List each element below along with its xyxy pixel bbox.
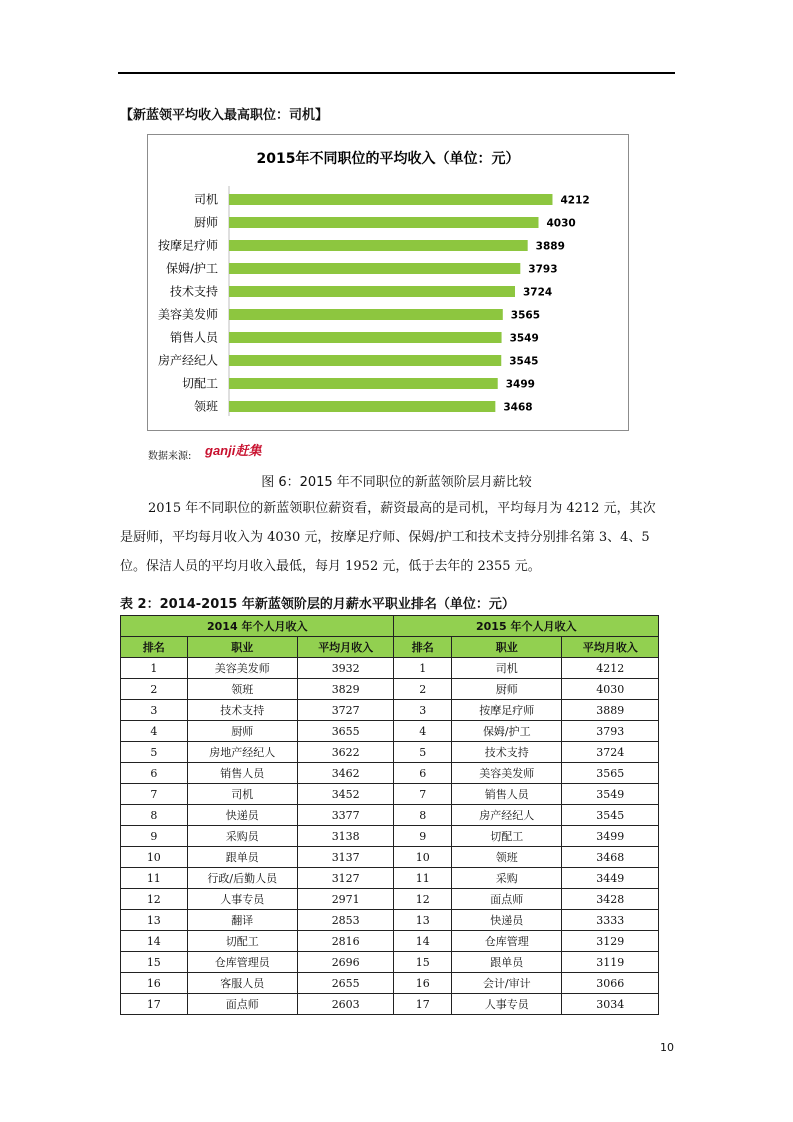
bar xyxy=(229,355,501,366)
table-cell: 14 xyxy=(394,931,452,952)
table-cell: 技术支持 xyxy=(187,700,297,721)
bar-chart-frame xyxy=(147,134,629,431)
table-cell: 2 xyxy=(394,679,452,700)
table-cell: 3462 xyxy=(297,763,394,784)
table-cell: 3727 xyxy=(297,700,394,721)
table-cell: 快递员 xyxy=(452,910,562,931)
table-cell: 3549 xyxy=(562,784,659,805)
table-cell: 房产经纪人 xyxy=(452,805,562,826)
table-cell: 3499 xyxy=(562,826,659,847)
table-cell: 3119 xyxy=(562,952,659,973)
header-rule xyxy=(118,72,675,74)
table-cell: 采购员 xyxy=(187,826,297,847)
table-caption: 表 2：2014-2015 年新蓝领阶层的月薪水平职业排名（单位：元） xyxy=(120,597,515,612)
table-cell: 12 xyxy=(121,889,188,910)
table-cell: 4212 xyxy=(562,658,659,679)
table-cell: 3 xyxy=(394,700,452,721)
table-cell: 3 xyxy=(121,700,188,721)
table-cell: 人事专员 xyxy=(187,889,297,910)
col-header-job: 职业 xyxy=(452,637,562,658)
table-cell: 3377 xyxy=(297,805,394,826)
table-cell: 3127 xyxy=(297,868,394,889)
table-cell: 3622 xyxy=(297,742,394,763)
table-cell: 6 xyxy=(394,763,452,784)
table-cell: 3468 xyxy=(562,847,659,868)
table-cell: 15 xyxy=(121,952,188,973)
table-cell: 面点师 xyxy=(452,889,562,910)
paragraph-line: 2015 年不同职位的新蓝领职位薪资看，薪资最高的是司机，平均每月为 4212 元，其次 xyxy=(148,501,656,516)
col-header-rank: 排名 xyxy=(394,637,452,658)
bar xyxy=(229,240,528,251)
source-label: 数据来源: xyxy=(148,451,192,462)
table-cell: 司机 xyxy=(187,784,297,805)
bar xyxy=(229,263,520,274)
table-cell: 采购 xyxy=(452,868,562,889)
table-cell: 3428 xyxy=(562,889,659,910)
table-cell: 3066 xyxy=(562,973,659,994)
table-cell: 17 xyxy=(121,994,188,1015)
table-cell: 7 xyxy=(394,784,452,805)
table-cell: 司机 xyxy=(452,658,562,679)
table-cell: 美容美发师 xyxy=(187,658,297,679)
table-cell: 厨师 xyxy=(187,721,297,742)
table-cell: 仓库管理员 xyxy=(187,952,297,973)
table-cell: 3129 xyxy=(562,931,659,952)
chart-title: 2015年不同职位的平均收入（单位：元） xyxy=(256,151,520,167)
table-cell: 13 xyxy=(394,910,452,931)
figure-caption: 图 6：2015 年不同职位的新蓝领阶层月薪比较 xyxy=(261,475,532,490)
table-row xyxy=(121,973,659,994)
category-label: 房产经纪人 xyxy=(157,353,218,368)
table-cell: 16 xyxy=(121,973,188,994)
value-label: 3724 xyxy=(523,286,553,299)
table-cell: 3724 xyxy=(562,742,659,763)
table-cell: 9 xyxy=(394,826,452,847)
section-title: 【新蓝领平均收入最高职位：司机】 xyxy=(120,108,329,123)
table-cell: 2853 xyxy=(297,910,394,931)
table-cell: 14 xyxy=(121,931,188,952)
table-row xyxy=(121,847,659,868)
table-cell: 技术支持 xyxy=(452,742,562,763)
table-cell: 3449 xyxy=(562,868,659,889)
value-label: 3545 xyxy=(509,355,539,368)
bar xyxy=(229,332,502,343)
table-cell: 3452 xyxy=(297,784,394,805)
table-row xyxy=(121,826,659,847)
bar xyxy=(229,194,552,205)
bar xyxy=(229,309,503,320)
table-cell: 销售人员 xyxy=(187,763,297,784)
col-header-income: 平均月收入 xyxy=(297,637,394,658)
category-label: 按摩足疗师 xyxy=(157,238,218,253)
value-label: 3793 xyxy=(528,263,558,276)
table-row xyxy=(121,658,659,679)
bar xyxy=(229,401,495,412)
table-row xyxy=(121,679,659,700)
table-row xyxy=(121,805,659,826)
ganji-logo: ganji赶集 xyxy=(205,443,262,458)
table-cell: 3889 xyxy=(562,700,659,721)
table-cell: 2 xyxy=(121,679,188,700)
table-cell: 10 xyxy=(121,847,188,868)
table-cell: 4030 xyxy=(562,679,659,700)
table-cell: 4 xyxy=(121,721,188,742)
bar xyxy=(229,378,498,389)
table-cell: 16 xyxy=(394,973,452,994)
table-cell: 13 xyxy=(121,910,188,931)
table-cell: 10 xyxy=(394,847,452,868)
category-label: 切配工 xyxy=(181,376,218,391)
category-label: 销售人员 xyxy=(169,330,218,345)
table-cell: 3565 xyxy=(562,763,659,784)
table-body xyxy=(121,658,659,1015)
table-cell: 切配工 xyxy=(187,931,297,952)
ranking-table xyxy=(120,615,659,1015)
table-cell: 15 xyxy=(394,952,452,973)
col-header-rank: 排名 xyxy=(121,637,188,658)
paragraph-line: 是厨师，平均每月收入为 4030 元，按摩足疗师、保姆/护工和技术支持分别排名第 3、4、5 xyxy=(120,530,650,545)
table-cell: 2655 xyxy=(297,973,394,994)
table-cell: 保姆/护工 xyxy=(452,721,562,742)
table-cell: 3655 xyxy=(297,721,394,742)
table-cell: 2696 xyxy=(297,952,394,973)
table-cell: 会计/审计 xyxy=(452,973,562,994)
value-label: 4212 xyxy=(560,194,590,207)
table-row xyxy=(121,931,659,952)
value-label: 3499 xyxy=(505,378,535,391)
table-cell: 客服人员 xyxy=(187,973,297,994)
table-cell: 房地产经纪人 xyxy=(187,742,297,763)
value-label: 3468 xyxy=(503,401,533,414)
table-cell: 销售人员 xyxy=(452,784,562,805)
table-cell: 4 xyxy=(394,721,452,742)
table-cell: 2971 xyxy=(297,889,394,910)
table-cell: 11 xyxy=(121,868,188,889)
table-cell: 5 xyxy=(121,742,188,763)
col-header-job: 职业 xyxy=(187,637,297,658)
table-row xyxy=(121,700,659,721)
table-cell: 3545 xyxy=(562,805,659,826)
table-cell: 7 xyxy=(121,784,188,805)
value-label: 3565 xyxy=(510,309,541,322)
table-row xyxy=(121,910,659,931)
table-cell: 快递员 xyxy=(187,805,297,826)
table-cell: 2603 xyxy=(297,994,394,1015)
table-cell: 厨师 xyxy=(452,679,562,700)
table-cell: 11 xyxy=(394,868,452,889)
paragraph-line: 位。保洁人员的平均月收入最低，每月 1952 元，低于去年的 2355 元。 xyxy=(120,559,541,574)
bar xyxy=(229,286,515,297)
table-cell: 人事专员 xyxy=(452,994,562,1015)
table-row xyxy=(121,784,659,805)
table-row xyxy=(121,763,659,784)
category-label: 司机 xyxy=(193,192,218,207)
table-cell: 17 xyxy=(394,994,452,1015)
table-cell: 1 xyxy=(394,658,452,679)
table-cell: 翻译 xyxy=(187,910,297,931)
table-cell: 3138 xyxy=(297,826,394,847)
value-label: 3889 xyxy=(535,240,565,253)
table-cell: 8 xyxy=(121,805,188,826)
table-row xyxy=(121,742,659,763)
table-cell: 9 xyxy=(121,826,188,847)
group-header-2015: 2015 年个人月收入 xyxy=(394,616,659,637)
table-cell: 6 xyxy=(121,763,188,784)
table-cell: 1 xyxy=(121,658,188,679)
table-row xyxy=(121,721,659,742)
table-cell: 仓库管理 xyxy=(452,931,562,952)
group-header-2014: 2014 年个人月收入 xyxy=(121,616,394,637)
category-label: 技术支持 xyxy=(169,284,218,299)
table-row xyxy=(121,868,659,889)
category-label: 领班 xyxy=(193,399,218,414)
table-cell: 美容美发师 xyxy=(452,763,562,784)
bar xyxy=(229,217,539,228)
category-label: 厨师 xyxy=(193,215,218,230)
table-cell: 3333 xyxy=(562,910,659,931)
page-number: 10 xyxy=(660,1041,674,1054)
body-paragraph xyxy=(120,494,675,581)
table-cell: 跟单员 xyxy=(452,952,562,973)
table-cell: 面点师 xyxy=(187,994,297,1015)
table-cell: 按摩足疗师 xyxy=(452,700,562,721)
value-label: 4030 xyxy=(546,217,576,230)
table-cell: 3793 xyxy=(562,721,659,742)
table-row xyxy=(121,994,659,1015)
table-cell: 5 xyxy=(394,742,452,763)
table-cell: 切配工 xyxy=(452,826,562,847)
table-cell: 3829 xyxy=(297,679,394,700)
col-header-income: 平均月收入 xyxy=(562,637,659,658)
category-label: 保姆/护工 xyxy=(165,261,218,276)
value-label: 3549 xyxy=(509,332,539,345)
bar-chart xyxy=(148,135,628,430)
table-cell: 领班 xyxy=(187,679,297,700)
table-cell: 3034 xyxy=(562,994,659,1015)
table-cell: 行政/后勤人员 xyxy=(187,868,297,889)
table-cell: 8 xyxy=(394,805,452,826)
table-cell: 跟单员 xyxy=(187,847,297,868)
table-row xyxy=(121,889,659,910)
table-cell: 3137 xyxy=(297,847,394,868)
table-row xyxy=(121,952,659,973)
table-cell: 2816 xyxy=(297,931,394,952)
table-cell: 领班 xyxy=(452,847,562,868)
table-cell: 12 xyxy=(394,889,452,910)
table-cell: 3932 xyxy=(297,658,394,679)
category-label: 美容美发师 xyxy=(157,307,218,322)
